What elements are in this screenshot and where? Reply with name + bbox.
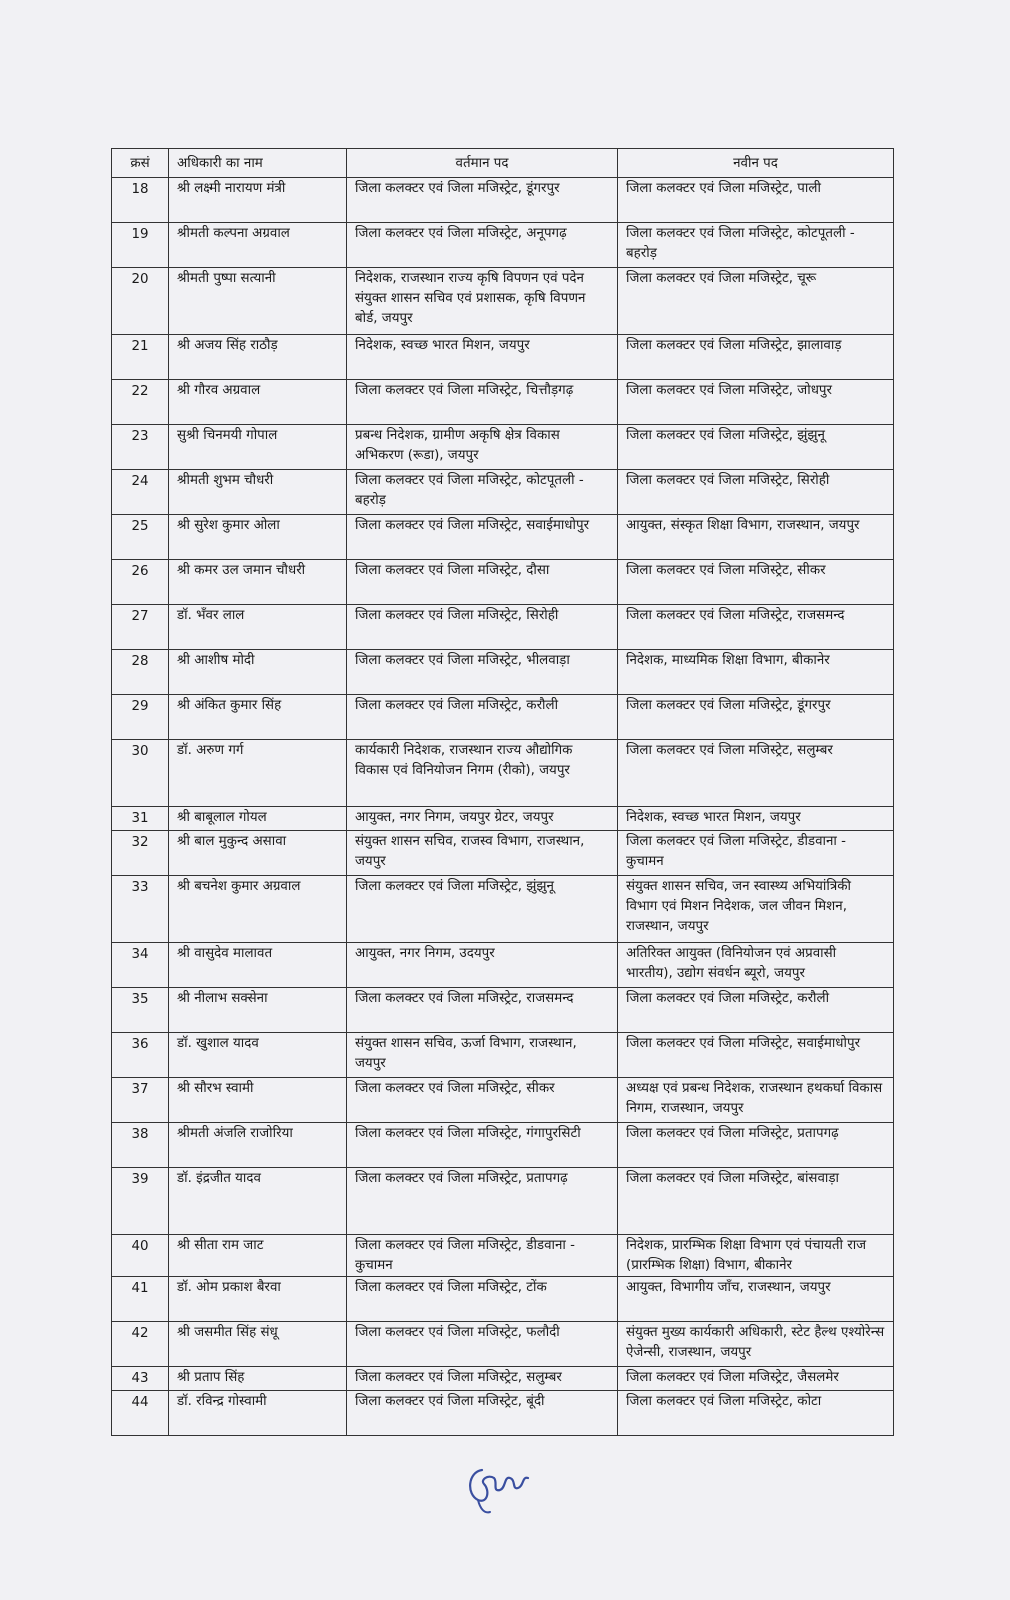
cell-sn: 37 (112, 1078, 169, 1123)
cell-officer-name: श्री सौरभ स्वामी (169, 1078, 347, 1123)
cell-sn: 40 (112, 1235, 169, 1277)
cell-sn: 31 (112, 807, 169, 831)
cell-sn: 34 (112, 943, 169, 988)
cell-current-post: जिला कलक्टर एवं जिला मजिस्ट्रेट, झुंझुनू (347, 876, 618, 943)
cell-officer-name: श्रीमती शुभम चौधरी (169, 470, 347, 515)
table-row (112, 1033, 894, 1078)
cell-current-post: जिला कलक्टर एवं जिला मजिस्ट्रेट, डूंगरपुर (347, 178, 618, 223)
cell-new-post: संयुक्त मुख्य कार्यकारी अधिकारी, स्टेट हैल्थ एश्योरेन्स ऐजेन्सी, राजस्थान, जयपुर (618, 1322, 894, 1367)
cell-new-post: जिला कलक्टर एवं जिला मजिस्ट्रेट, डीडवाना - कुचामन (618, 831, 894, 876)
header-sn: क्रसं (112, 149, 169, 178)
cell-sn: 38 (112, 1123, 169, 1168)
cell-current-post: संयुक्त शासन सचिव, राजस्व विभाग, राजस्थान, जयपुर (347, 831, 618, 876)
table-row (112, 1168, 894, 1235)
cell-current-post: आयुक्त, नगर निगम, उदयपुर (347, 943, 618, 988)
cell-current-post: जिला कलक्टर एवं जिला मजिस्ट्रेट, करौली (347, 695, 618, 740)
cell-new-post: जिला कलक्टर एवं जिला मजिस्ट्रेट, सिरोही (618, 470, 894, 515)
cell-officer-name: श्री बचनेश कुमार अग्रवाल (169, 876, 347, 943)
table-row (112, 831, 894, 876)
table-row (112, 876, 894, 943)
table-row (112, 470, 894, 515)
cell-officer-name: श्री सीता राम जाट (169, 1235, 347, 1277)
table-row (112, 605, 894, 650)
cell-officer-name: श्री अजय सिंह राठौड़ (169, 335, 347, 380)
table-row (112, 943, 894, 988)
cell-new-post: जिला कलक्टर एवं जिला मजिस्ट्रेट, करौली (618, 988, 894, 1033)
table-row (112, 988, 894, 1033)
cell-new-post: जिला कलक्टर एवं जिला मजिस्ट्रेट, झालावाड़ (618, 335, 894, 380)
cell-new-post: जिला कलक्टर एवं जिला मजिस्ट्रेट, सवाईमाधोपुर (618, 1033, 894, 1078)
table-row (112, 1322, 894, 1367)
cell-current-post: जिला कलक्टर एवं जिला मजिस्ट्रेट, बूंदी (347, 1391, 618, 1436)
cell-officer-name: श्री वासुदेव मालावत (169, 943, 347, 988)
cell-officer-name: श्री बाबूलाल गोयल (169, 807, 347, 831)
cell-current-post: जिला कलक्टर एवं जिला मजिस्ट्रेट, प्रतापगढ़ (347, 1168, 618, 1235)
cell-officer-name: श्री आशीष मोदी (169, 650, 347, 695)
cell-new-post: निदेशक, स्वच्छ भारत मिशन, जयपुर (618, 807, 894, 831)
cell-current-post: जिला कलक्टर एवं जिला मजिस्ट्रेट, फलौदी (347, 1322, 618, 1367)
cell-current-post: जिला कलक्टर एवं जिला मजिस्ट्रेट, सलुम्बर (347, 1367, 618, 1391)
cell-sn: 33 (112, 876, 169, 943)
table-row (112, 268, 894, 335)
cell-current-post: जिला कलक्टर एवं जिला मजिस्ट्रेट, चित्तौड़गढ़ (347, 380, 618, 425)
cell-officer-name: श्री नीलाभ सक्सेना (169, 988, 347, 1033)
cell-officer-name: सुश्री चिनमयी गोपाल (169, 425, 347, 470)
table-row (112, 740, 894, 807)
cell-officer-name: डॉ. ओम प्रकाश बैरवा (169, 1277, 347, 1322)
cell-new-post: जिला कलक्टर एवं जिला मजिस्ट्रेट, सीकर (618, 560, 894, 605)
signature-initials (460, 1452, 540, 1522)
cell-sn: 25 (112, 515, 169, 560)
cell-sn: 27 (112, 605, 169, 650)
cell-sn: 36 (112, 1033, 169, 1078)
cell-sn: 43 (112, 1367, 169, 1391)
table-row (112, 1078, 894, 1123)
table-row (112, 695, 894, 740)
cell-current-post: संयुक्त शासन सचिव, ऊर्जा विभाग, राजस्थान, जयपुर (347, 1033, 618, 1078)
cell-officer-name: श्रीमती अंजलि राजोरिया (169, 1123, 347, 1168)
table-row (112, 650, 894, 695)
cell-officer-name: श्री लक्ष्मी नारायण मंत्री (169, 178, 347, 223)
cell-sn: 42 (112, 1322, 169, 1367)
cell-new-post: जिला कलक्टर एवं जिला मजिस्ट्रेट, जोधपुर (618, 380, 894, 425)
cell-new-post: निदेशक, प्रारम्भिक शिक्षा विभाग एवं पंचायती राज (प्रारम्भिक शिक्षा) विभाग, बीकानेर (618, 1235, 894, 1277)
cell-new-post: संयुक्त शासन सचिव, जन स्वास्थ्य अभियांत्रिकी विभाग एवं मिशन निदेशक, जल जीवन मिशन, राजस्थान, जयपुर (618, 876, 894, 943)
cell-current-post: जिला कलक्टर एवं जिला मजिस्ट्रेट, भीलवाड़ा (347, 650, 618, 695)
table-row (112, 1367, 894, 1391)
cell-new-post: जिला कलक्टर एवं जिला मजिस्ट्रेट, बांसवाड़ा (618, 1168, 894, 1235)
cell-sn: 28 (112, 650, 169, 695)
table-row (112, 515, 894, 560)
cell-sn: 19 (112, 223, 169, 268)
table-row (112, 560, 894, 605)
cell-current-post: निदेशक, स्वच्छ भारत मिशन, जयपुर (347, 335, 618, 380)
cell-sn: 18 (112, 178, 169, 223)
cell-officer-name: श्री गौरव अग्रवाल (169, 380, 347, 425)
cell-officer-name: डॉ. भँवर लाल (169, 605, 347, 650)
cell-officer-name: श्रीमती पुष्पा सत्यानी (169, 268, 347, 335)
cell-new-post: जिला कलक्टर एवं जिला मजिस्ट्रेट, कोटपूतली - बहरोड़ (618, 223, 894, 268)
table-row (112, 178, 894, 223)
cell-new-post: अध्यक्ष एवं प्रबन्ध निदेशक, राजस्थान हथकर्घा विकास निगम, राजस्थान, जयपुर (618, 1078, 894, 1123)
cell-officer-name: श्री जसमीत सिंह संधू (169, 1322, 347, 1367)
cell-sn: 35 (112, 988, 169, 1033)
table-header-row (112, 149, 894, 178)
cell-new-post: जिला कलक्टर एवं जिला मजिस्ट्रेट, कोटा (618, 1391, 894, 1436)
cell-current-post: निदेशक, राजस्थान राज्य कृषि विपणन एवं पदेन संयुक्त शासन सचिव एवं प्रशासक, कृषि विपणन बोर्ड, जयपुर (347, 268, 618, 335)
cell-new-post: जिला कलक्टर एवं जिला मजिस्ट्रेट, सलुम्बर (618, 740, 894, 807)
cell-current-post: जिला कलक्टर एवं जिला मजिस्ट्रेट, गंगापुरसिटी (347, 1123, 618, 1168)
table-row (112, 223, 894, 268)
cell-sn: 20 (112, 268, 169, 335)
cell-officer-name: डॉ. खुशाल यादव (169, 1033, 347, 1078)
cell-sn: 23 (112, 425, 169, 470)
cell-new-post: जिला कलक्टर एवं जिला मजिस्ट्रेट, पाली (618, 178, 894, 223)
cell-new-post: जिला कलक्टर एवं जिला मजिस्ट्रेट, डूंगरपुर (618, 695, 894, 740)
cell-new-post: अतिरिक्त आयुक्त (विनियोजन एवं अप्रवासी भारतीय), उद्योग संवर्धन ब्यूरो, जयपुर (618, 943, 894, 988)
cell-officer-name: श्री प्रताप सिंह (169, 1367, 347, 1391)
cell-officer-name: डॉ. अरुण गर्ग (169, 740, 347, 807)
cell-current-post: जिला कलक्टर एवं जिला मजिस्ट्रेट, डीडवाना - कुचामन (347, 1235, 618, 1277)
cell-current-post: जिला कलक्टर एवं जिला मजिस्ट्रेट, सवाईमाधोपुर (347, 515, 618, 560)
cell-officer-name: श्री सुरेश कुमार ओला (169, 515, 347, 560)
cell-sn: 29 (112, 695, 169, 740)
cell-new-post: जिला कलक्टर एवं जिला मजिस्ट्रेट, जैसलमेर (618, 1367, 894, 1391)
cell-sn: 41 (112, 1277, 169, 1322)
cell-sn: 44 (112, 1391, 169, 1436)
cell-new-post: जिला कलक्टर एवं जिला मजिस्ट्रेट, राजसमन्द (618, 605, 894, 650)
table-row (112, 1277, 894, 1322)
cell-current-post: जिला कलक्टर एवं जिला मजिस्ट्रेट, राजसमन्द (347, 988, 618, 1033)
table-row (112, 1235, 894, 1277)
table-row (112, 1123, 894, 1168)
cell-officer-name: डॉ. रविन्द्र गोस्वामी (169, 1391, 347, 1436)
cell-sn: 30 (112, 740, 169, 807)
cell-new-post: जिला कलक्टर एवं जिला मजिस्ट्रेट, प्रतापगढ़ (618, 1123, 894, 1168)
cell-new-post: आयुक्त, विभागीय जाँच, राजस्थान, जयपुर (618, 1277, 894, 1322)
cell-sn: 21 (112, 335, 169, 380)
cell-current-post: जिला कलक्टर एवं जिला मजिस्ट्रेट, अनूपगढ़ (347, 223, 618, 268)
transfer-table (111, 148, 894, 1436)
cell-sn: 32 (112, 831, 169, 876)
cell-sn: 26 (112, 560, 169, 605)
cell-current-post: कार्यकारी निदेशक, राजस्थान राज्य औद्योगिक विकास एवं विनियोजन निगम (रीको), जयपुर (347, 740, 618, 807)
table-row (112, 380, 894, 425)
header-current-post: वर्तमान पद (347, 149, 618, 178)
table-row (112, 425, 894, 470)
table-row (112, 1391, 894, 1436)
cell-officer-name: डॉ. इंद्रजीत यादव (169, 1168, 347, 1235)
table-row (112, 807, 894, 831)
header-new-post: नवीन पद (618, 149, 894, 178)
table-row (112, 335, 894, 380)
cell-officer-name: श्री अंकित कुमार सिंह (169, 695, 347, 740)
cell-current-post: आयुक्त, नगर निगम, जयपुर ग्रेटर, जयपुर (347, 807, 618, 831)
cell-current-post: प्रबन्ध निदेशक, ग्रामीण अकृषि क्षेत्र विकास अभिकरण (रूडा), जयपुर (347, 425, 618, 470)
cell-sn: 39 (112, 1168, 169, 1235)
cell-new-post: निदेशक, माध्यमिक शिक्षा विभाग, बीकानेर (618, 650, 894, 695)
cell-officer-name: श्री बाल मुकुन्द असावा (169, 831, 347, 876)
cell-officer-name: श्रीमती कल्पना अग्रवाल (169, 223, 347, 268)
cell-current-post: जिला कलक्टर एवं जिला मजिस्ट्रेट, टोंक (347, 1277, 618, 1322)
cell-current-post: जिला कलक्टर एवं जिला मजिस्ट्रेट, दौसा (347, 560, 618, 605)
cell-new-post: आयुक्त, संस्कृत शिक्षा विभाग, राजस्थान, जयपुर (618, 515, 894, 560)
cell-officer-name: श्री कमर उल जमान चौधरी (169, 560, 347, 605)
cell-sn: 24 (112, 470, 169, 515)
cell-current-post: जिला कलक्टर एवं जिला मजिस्ट्रेट, सिरोही (347, 605, 618, 650)
header-name: अधिकारी का नाम (169, 149, 347, 178)
cell-sn: 22 (112, 380, 169, 425)
cell-current-post: जिला कलक्टर एवं जिला मजिस्ट्रेट, कोटपूतली - बहरोड़ (347, 470, 618, 515)
cell-new-post: जिला कलक्टर एवं जिला मजिस्ट्रेट, झुंझुनू (618, 425, 894, 470)
cell-current-post: जिला कलक्टर एवं जिला मजिस्ट्रेट, सीकर (347, 1078, 618, 1123)
cell-new-post: जिला कलक्टर एवं जिला मजिस्ट्रेट, चूरू (618, 268, 894, 335)
